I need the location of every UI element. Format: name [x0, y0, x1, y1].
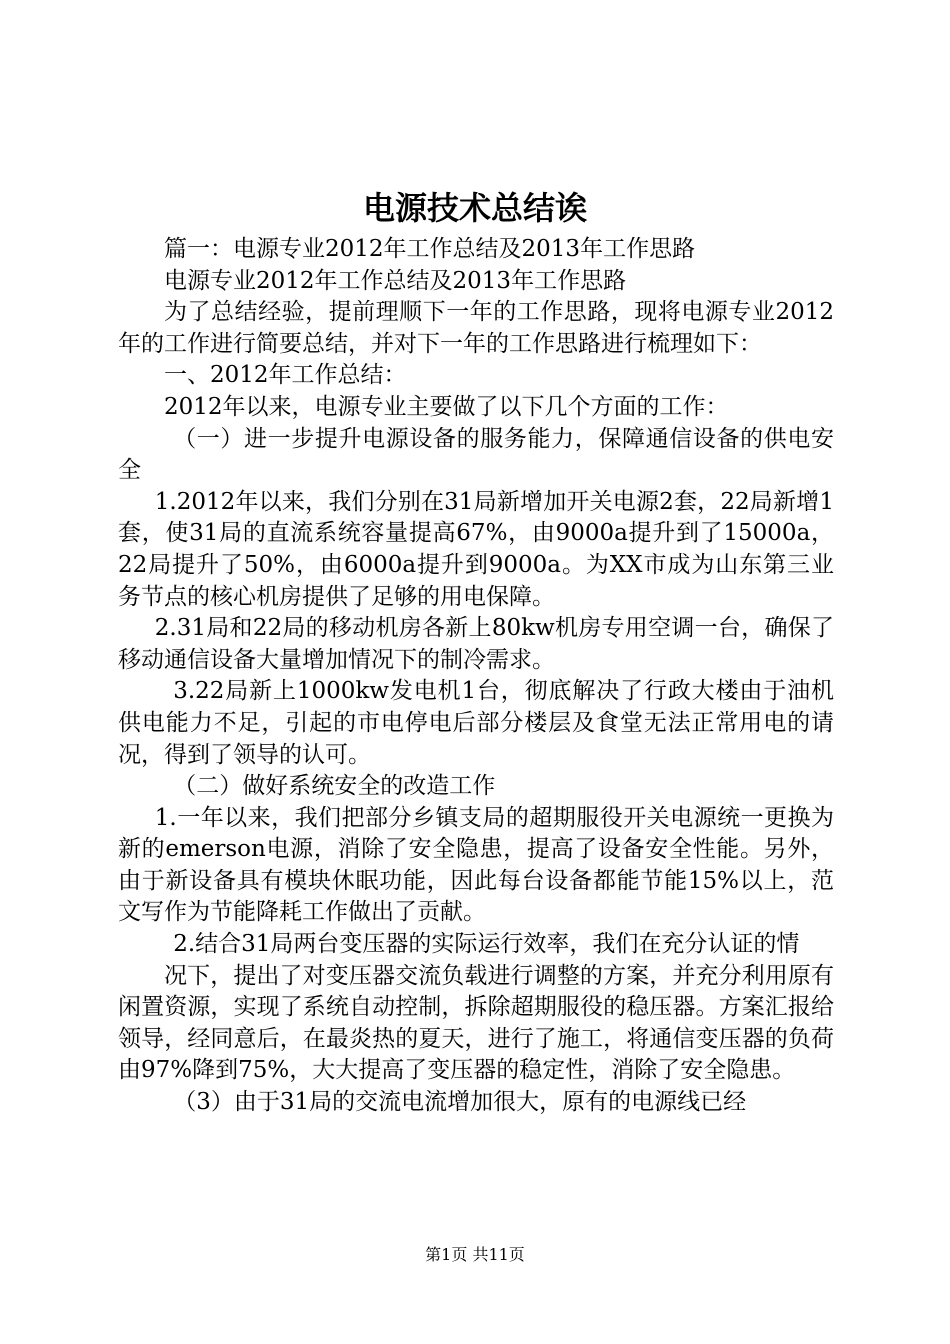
document-body [118, 234, 834, 1119]
paragraph: （一）进一步提升电源设备的服务能力，保障通信设备的供电安全 [118, 425, 834, 484]
paragraph: （3）由于31局的交流电流增加很大，原有的电源线已经 [173, 1089, 747, 1116]
paragraph: 1.2012年以来，我们分别在31局新增加开关电源2套，22局新增1套，使31局的直流系统容量提高67%，由9000a提升到了15000a，22局提升了50%，由6000a提升到9000a。为XX市成为山东第三业务节点的核心机房提供了足够的用电保障。 [118, 488, 834, 610]
paragraph: 2.结合31局两台变压器的实际运行效率，我们在充分认证的情 [173, 931, 800, 958]
paragraph: 3.22局新上1000kw发电机1台，彻底解决了行政大楼由于油机供电能力不足，引起的市电停电后部分楼层及食堂无法正常用电的请况，得到了领导的认可。 [118, 678, 834, 768]
paragraph: 电源专业2012年工作总结及2013年工作思路 [164, 267, 627, 294]
paragraph: （二）做好系统安全的改造工作 [173, 773, 496, 800]
document-title: 电源技术总结诶 [362, 189, 587, 227]
page-footer: 第1页 共11页 [425, 1245, 525, 1264]
paragraph: 2.31局和22局的移动机房各新上80kw机房专用空调一台，确保了移动通信设备大量增加情况下的制冷需求。 [118, 615, 834, 673]
paragraph: 一、2012年工作总结： [164, 362, 407, 389]
paragraph: 为了总结经验，提前理顺下一年的工作思路，现将电源专业2012年的工作进行简要总结，并对下一年的工作思路进行梳理如下： [118, 299, 834, 357]
paragraph: 1.一年以来，我们把部分乡镇支局的超期服役开关电源统一更换为新的emerson电源，消除了安全隐患，提高了设备安全性能。另外，由于新设备具有模块休眠功能，因此每台设备都能节能15%以上，范文写作为节能降耗工作做出了贡献。 [118, 804, 834, 926]
paragraph: 2012年以来，电源专业主要做了以下几个方面的工作： [164, 393, 729, 420]
paragraph: 况下，提出了对变压器交流负载进行调整的方案，并充分利用原有闲置资源，实现了系统自动控制，拆除超期服役的稳压器。方案汇报给领导，经同意后，在最炎热的夏天，进行了施工，将通信变压器的负荷由97%降到75%，大大提高了变压器的稳定性，消除了安全隐患。 [118, 962, 834, 1084]
paragraph: 篇一：电源专业2012年工作总结及2013年工作思路 [164, 236, 696, 262]
